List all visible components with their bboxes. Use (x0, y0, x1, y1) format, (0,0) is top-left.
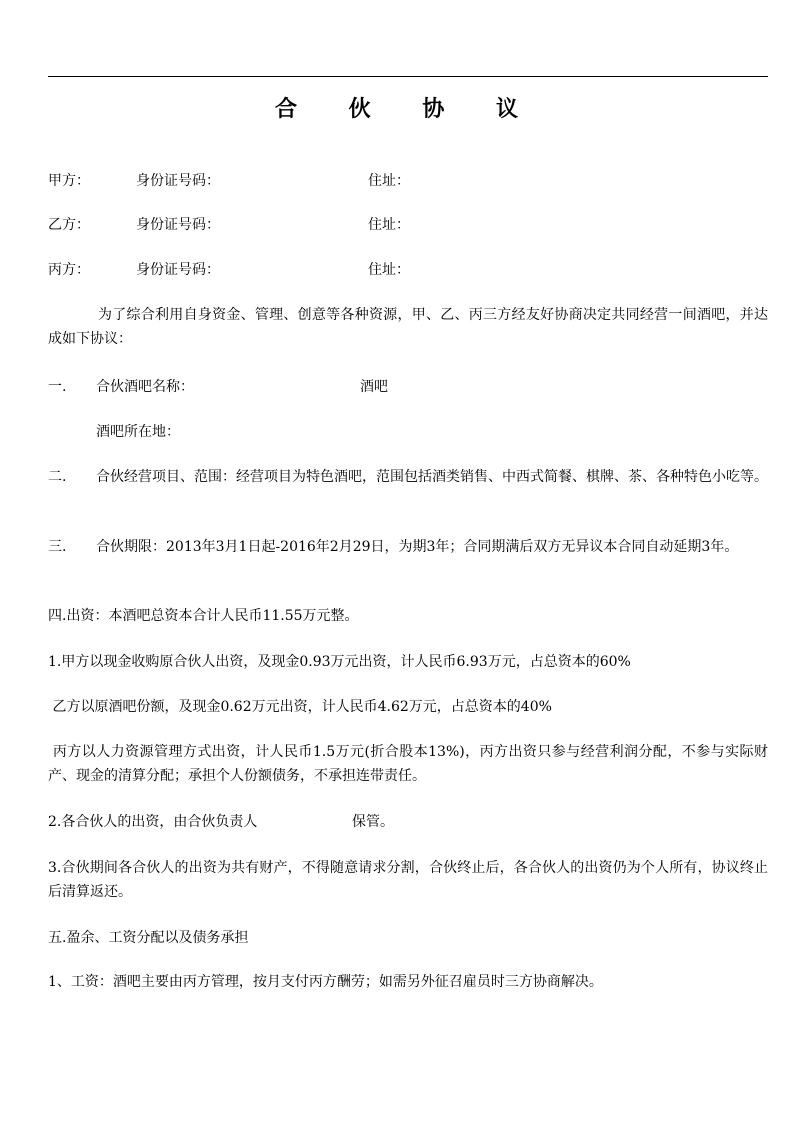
custody-text-end: 保管。 (352, 814, 394, 830)
wages-paragraph: 1、工资：酒吧主要由丙方管理，按月支付丙方酬劳；如需另外征召雇员时三方协商解决。 (48, 974, 603, 990)
bar-location-label: 酒吧所在地： (96, 424, 180, 440)
section-3-number: 三. (48, 539, 67, 555)
party-c-address-label: 住址： (368, 262, 410, 278)
bar-name-label: 合伙酒吧名称： (96, 379, 194, 395)
joint-property-paragraph: 3.合伙期间各合伙人的出资为共有财产，不得随意请求分割，合伙终止后，各合伙人的出资仍为个人所有，协议终止后清算返还。 (48, 860, 768, 900)
party-b-label: 乙方： (48, 217, 90, 233)
header-rule (48, 76, 768, 77)
contribution-party-a: 1.甲方以现金收购原合伙人出资，及现金0.93万元出资，计人民币6.93万元，占总资本的60% (48, 654, 631, 670)
party-c-label: 丙方： (48, 262, 90, 278)
party-b-id-label: 身份证号码： (136, 217, 220, 233)
section-1-number: 一. (48, 379, 67, 395)
bar-name-value: 酒吧 (360, 379, 388, 395)
section-5-heading: 五.盈余、工资分配以及债务承担 (48, 930, 249, 946)
contribution-party-b: 乙方以原酒吧份额，及现金0.62万元出资，计人民币4.62万元，占总资本的40% (48, 699, 552, 715)
party-a-address-label: 住址： (368, 173, 410, 189)
party-a-label: 甲方： (48, 173, 90, 189)
intro-paragraph: 为了综合利用自身资金、管理、创意等各种资源，甲、乙、丙三方经友好协商决定共同经营一间酒吧，并达成如下协议： (48, 307, 768, 347)
section-4-heading: 四.出资：本酒吧总资本合计人民币11.55万元整。 (48, 608, 359, 624)
section-2-text: 合伙经营项目、范围：经营项目为特色酒吧，范围包括酒类销售、中西式简餐、棋牌、茶、各种特色小吃等。 (96, 469, 768, 485)
section-3-text: 合伙期限：2013年3月1日起-2016年2月29日，为期3年；合同期满后双方无异议本合同自动延期3年。 (96, 539, 739, 555)
custody-text-start: 2.各合伙人的出资，由合伙负责人 (48, 814, 258, 830)
page-title: 合 伙 协 议 (275, 96, 540, 122)
party-b-address-label: 住址： (368, 217, 410, 233)
section-2-number: 二. (48, 469, 67, 485)
contribution-party-c: 丙方以人力资源管理方式出资，计人民币1.5万元(折合股本13%)，丙方出资只参与经营利润分配，不参与实际财产、现金的清算分配；承担个人份额债务，不承担连带责任。 (48, 744, 769, 784)
party-c-id-label: 身份证号码： (136, 262, 220, 278)
party-a-id-label: 身份证号码： (136, 173, 220, 189)
